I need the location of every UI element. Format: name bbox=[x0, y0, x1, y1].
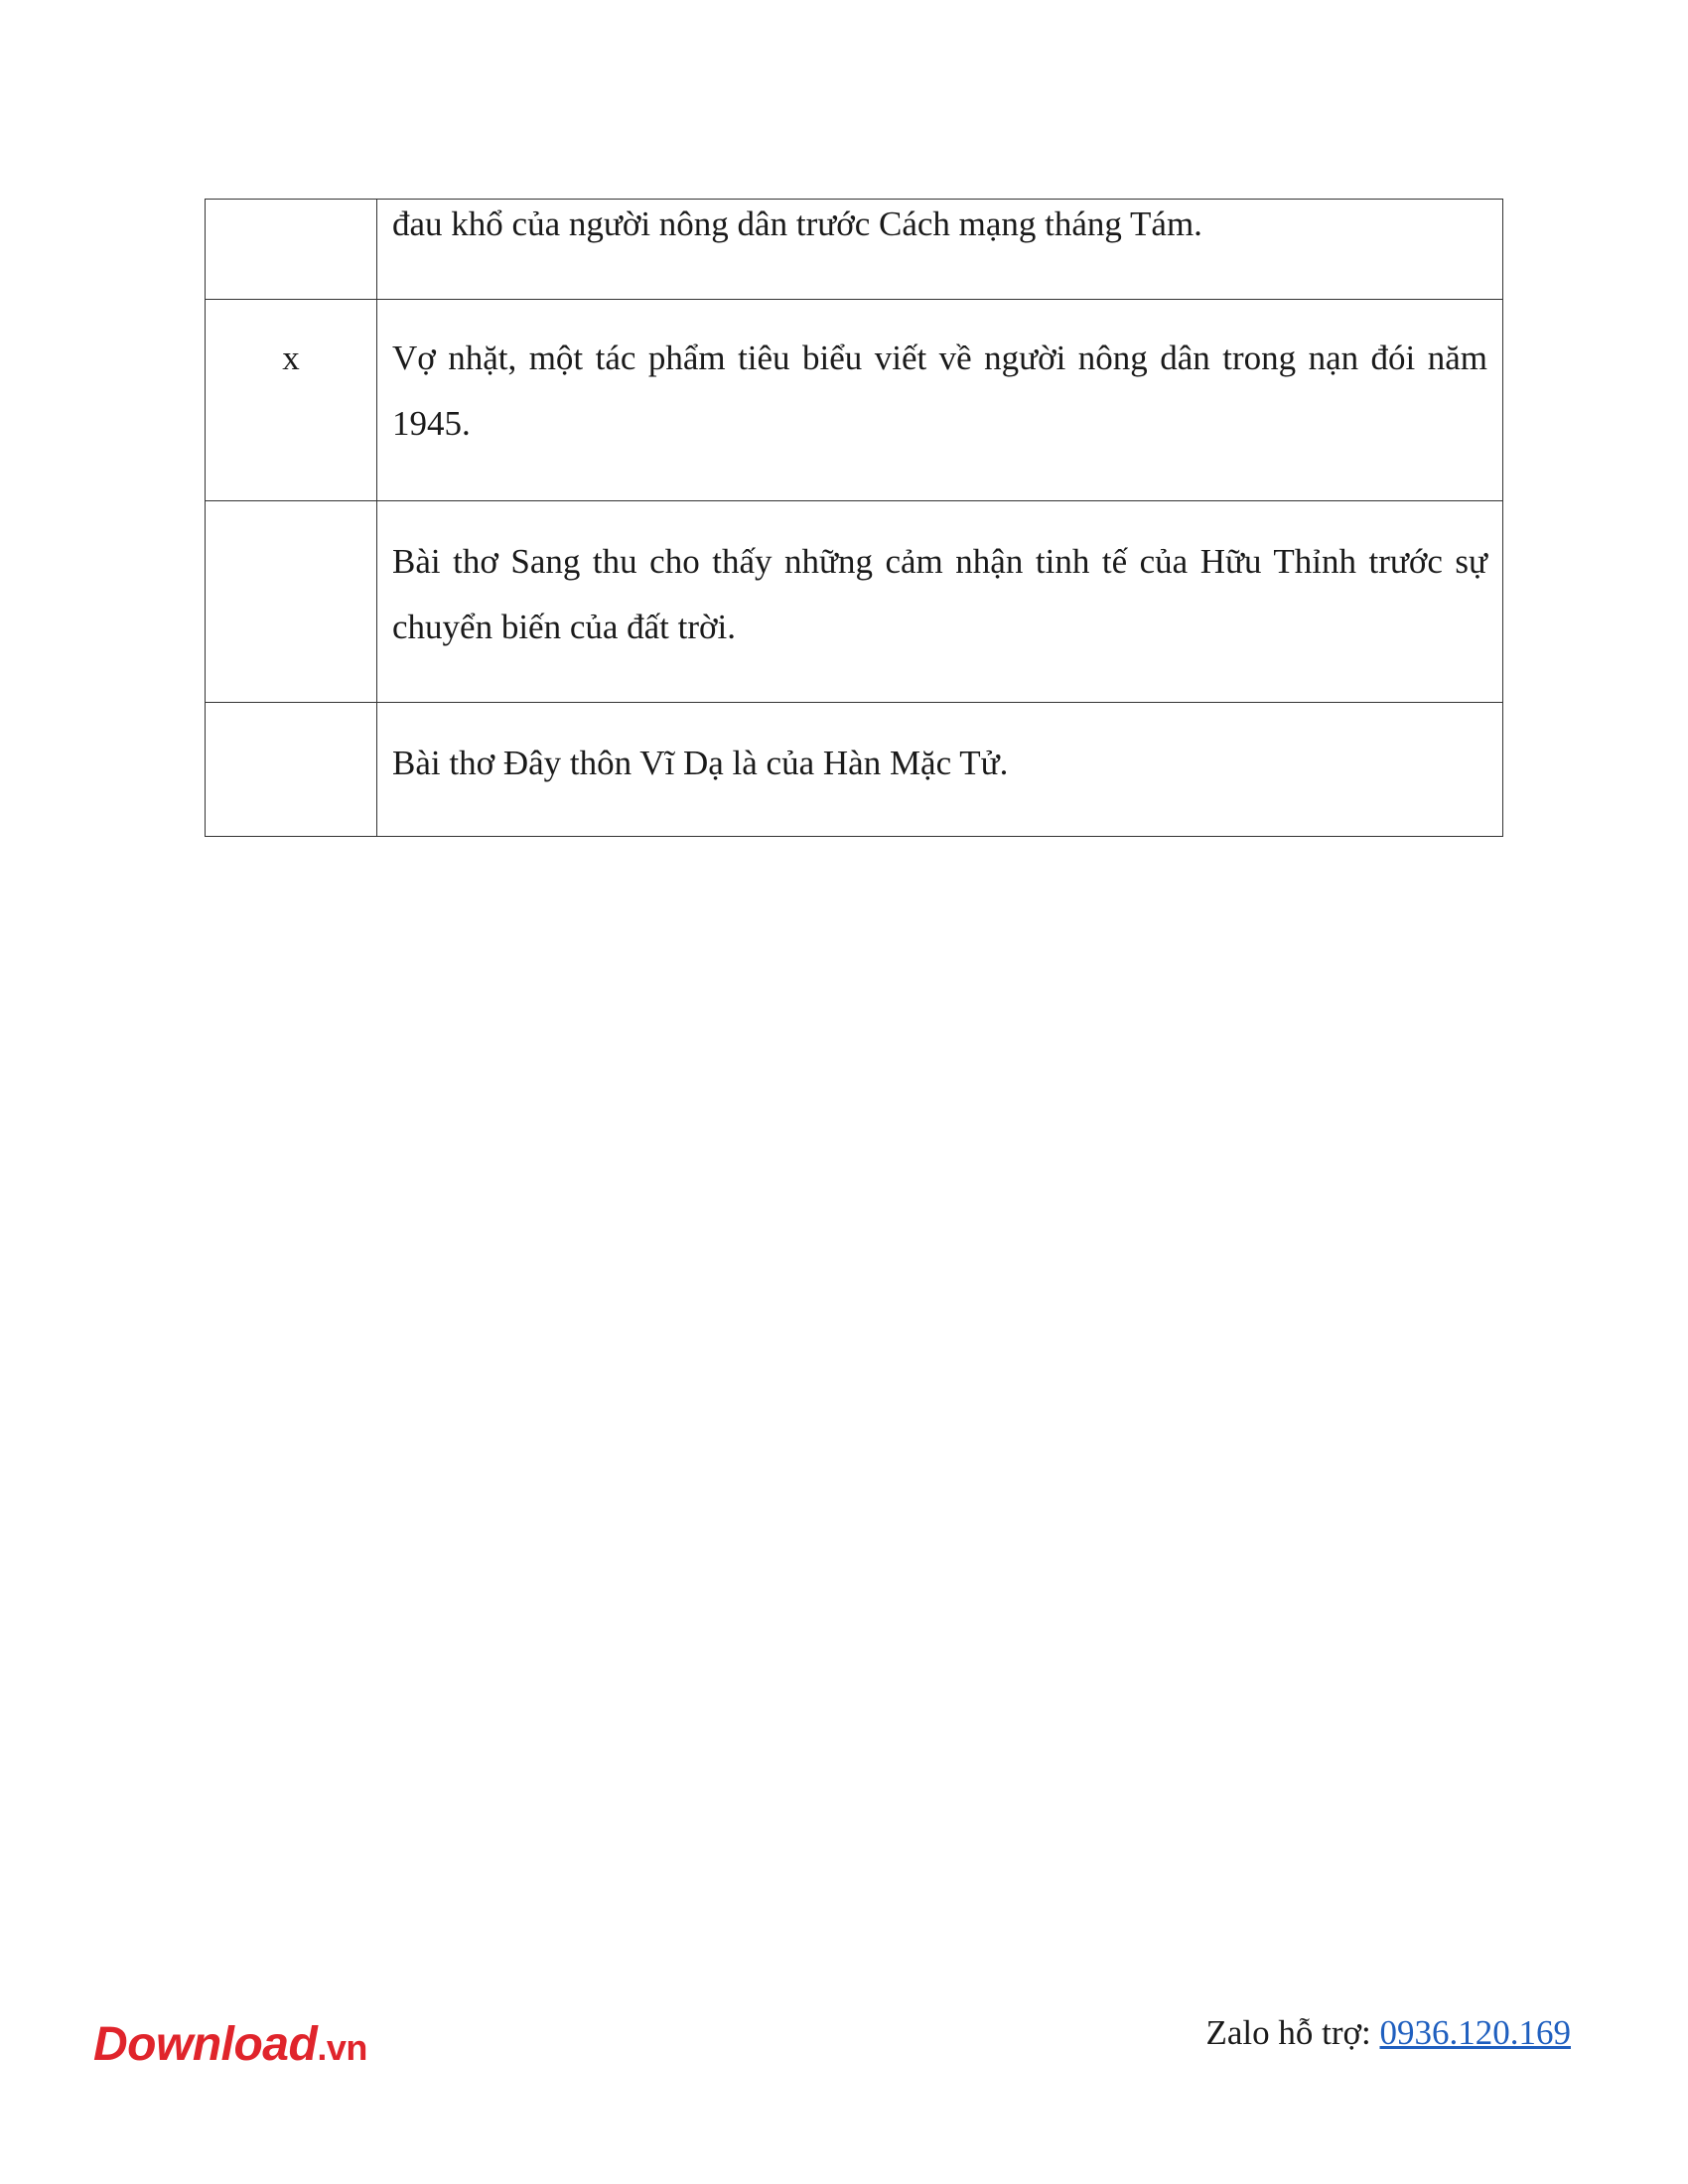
statement-text: Bài thơ Đây thôn Vĩ Dạ là của Hàn Mặc Tử. bbox=[392, 744, 1009, 782]
statement-text: Bài thơ Sang thu cho thấy những cảm nhận tinh tế của Hữu Thỉnh trước sự chuyển biến của đất trời. bbox=[392, 542, 1487, 646]
table-row bbox=[206, 703, 1503, 837]
statement-cell bbox=[377, 300, 1503, 501]
mark-cell[interactable] bbox=[206, 200, 377, 300]
logo-tld-text: .vn bbox=[317, 2027, 367, 2068]
statement-text: đau khổ của người nông dân trước Cách mạng tháng Tám. bbox=[392, 205, 1202, 243]
mark-cell[interactable] bbox=[206, 300, 377, 501]
table-row bbox=[206, 200, 1503, 300]
mark-value: x bbox=[282, 339, 300, 377]
mark-value bbox=[206, 501, 376, 529]
zalo-support bbox=[1206, 2013, 1572, 2053]
table-row bbox=[206, 300, 1503, 501]
table-row bbox=[206, 501, 1503, 703]
statement-cell bbox=[377, 703, 1503, 837]
statement-text: Vợ nhặt, một tác phẩm tiêu biểu viết về người nông dân trong nạn đói năm 1945. bbox=[392, 339, 1487, 443]
true-false-table bbox=[205, 199, 1503, 837]
support-phone-link[interactable]: 0936.120.169 bbox=[1379, 2013, 1571, 2052]
mark-cell[interactable] bbox=[206, 501, 377, 703]
logo-brand-text: Download bbox=[93, 2018, 318, 2071]
statement-cell bbox=[377, 200, 1503, 300]
support-label: Zalo hỗ trợ: bbox=[1205, 2013, 1380, 2052]
mark-cell[interactable] bbox=[206, 703, 377, 837]
mark-value bbox=[206, 703, 376, 731]
download-vn-logo[interactable] bbox=[93, 2018, 367, 2071]
statement-cell bbox=[377, 501, 1503, 703]
